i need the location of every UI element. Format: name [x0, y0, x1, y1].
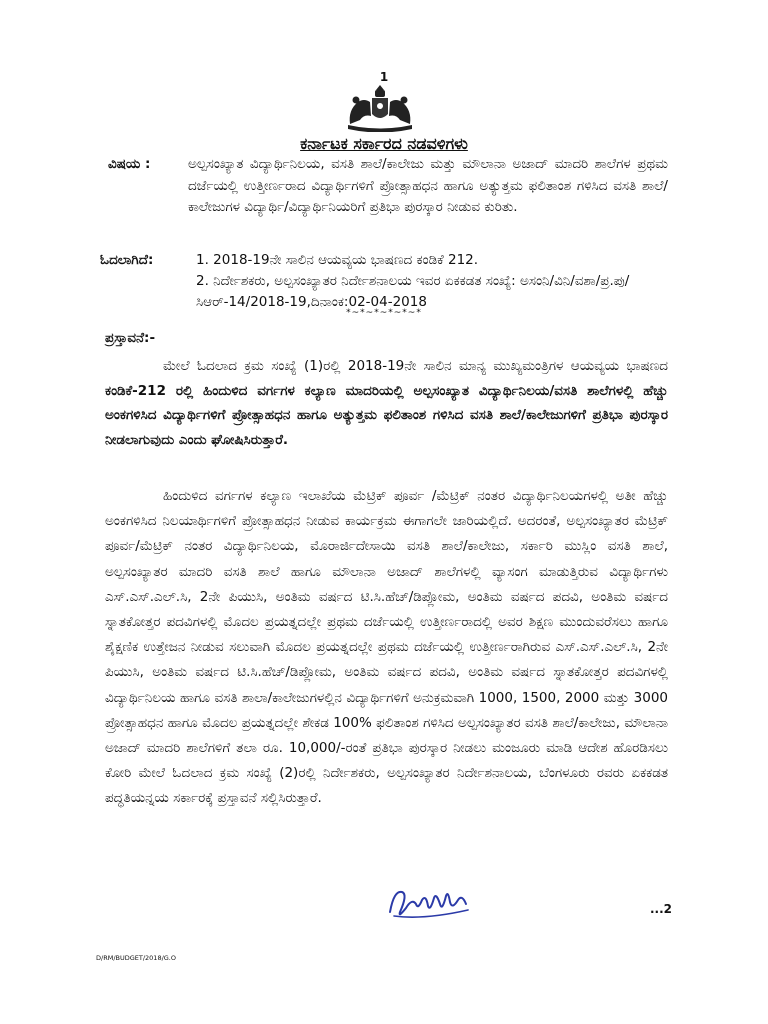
state-emblem-icon — [338, 84, 422, 132]
paragraph-text: ಮೇಲೆ ಓದಲಾದ ಕ್ರಮ ಸಂಖ್ಯೆ (1)ರಲ್ಲಿ 2018-19ನೇ ಸಾಲಿನ ಮಾನ್ಯ ಮುಖ್ಯಮಂತ್ರಿಗಳ ಆಯವ್ಯಯ ಭಾಷಣದ — [163, 358, 668, 374]
reference-item-1: 1. 2018-19ನೇ ಸಾಲಿನ ಆಯವ್ಯಯ ಭಾಷಣದ ಕಂಡಿಕೆ 212. — [196, 252, 479, 268]
signature-icon — [384, 882, 480, 922]
separator: *~*~*~*~*~* — [346, 308, 422, 318]
subject-block — [108, 154, 668, 219]
footer-file-code: D/RM/BUDGET/2018/G.O — [96, 954, 176, 962]
reference-item-2: 2. ನಿರ್ದೇಶಕರು, ಅಲ್ಪಸಂಖ್ಯಾತರ ನಿರ್ದೇಶನಾಲಯ ಇವರ ಏಕಕಡತ ಸಂಖ್ಯೆ: ಅಸಂನಿ/ವಿನಿ/ವಶಾ/ಪ್ರ.ಪು/ಸಿಆರ್-14/2018-19,ದಿನಾಂಕ:02-04-2018 — [196, 273, 630, 310]
paragraph-bold-text: ಕಂಡಿಕೆ-212 ರಲ್ಲಿ ಹಿಂದುಳಿದ ವರ್ಗಗಳ ಕಲ್ಯಾಣ ಮಾದರಿಯಲ್ಲಿ ಅಲ್ಪಸಂಖ್ಯಾತ ವಿದ್ಯಾರ್ಥಿನಿಲಯ/ವಸತಿ ಶಾಲೆಗಳಲ್ಲಿ ಹೆಚ್ಚು ಅಂಕಗಳಿಸಿದ ವಿದ್ಯಾರ್ಥಿಗಳಿಗೆ ಪ್ರೋತ್ಸಾಹಧನ ಹಾಗೂ ಅತ್ಯುತ್ತಮ ಫಲಿತಾಂಶ ಗಳಿಸಿದ ವಸತಿ ಶಾಲೆ/ಕಾಲೇಜುಗಳಿಗೆ ಪ್ರತಿಭಾ ಪುರಸ್ಕಾರ ನೀಡಲಾಗುವುದು ಎಂದು ಘೋಷಿಸಿರುತ್ತಾರೆ. — [105, 382, 668, 448]
page-number: 1 — [379, 70, 389, 84]
continuation-marker: ...2 — [650, 902, 673, 916]
preamble-paragraph-1 — [105, 354, 668, 452]
subject-label: ವಿಷಯ : — [108, 156, 151, 172]
subject-text: ಅಲ್ಪಸಂಖ್ಯಾತ ವಿದ್ಯಾರ್ಥಿನಿಲಯ, ವಸತಿ ಶಾಲೆ/ಕಾಲೇಜು ಮತ್ತು ಮೌಲಾನಾ ಅಜಾದ್ ಮಾದರಿ ಶಾಲೆಗಳ ಪ್ರಥಮ ದರ್ಜೆಯಲ್ಲಿ ಉತ್ತೀರ್ಣರಾದ ವಿದ್ಯಾರ್ಥಿಗಳಿಗೆ ಪ್ರೋತ್ಸಾಹಧನ ಹಾಗೂ ಅತ್ಯುತ್ತಮ ಫಲಿತಾಂಶ ಗಳಿಸಿದ ವಸತಿ ಶಾಲೆ/ಕಾಲೇಜುಗಳ ವಿದ್ಯಾರ್ಥಿ/ವಿದ್ಯಾರ್ಥಿನಿಯರಿಗೆ ಪ್ರತಿಭಾ ಪುರಸ್ಕಾರ ನೀಡುವ ಕುರಿತು. — [188, 156, 668, 215]
references-block — [100, 250, 660, 313]
preamble-paragraph-2: ಹಿಂದುಳಿದ ವರ್ಗಗಳ ಕಲ್ಯಾಣ ಇಲಾಖೆಯ ಮೆಟ್ರಿಕ್ ಪೂರ್ವ /ಮೆಟ್ರಿಕ್ ನಂತರ ವಿದ್ಯಾರ್ಥಿನಿಲಯಗಳಲ್ಲಿ ಅತೀ ಹೆಚ್ಚು ಅಂಕಗಳಿಸಿದ ನಿಲಯಾರ್ಥಿಗಳಿಗೆ ಪ್ರೋತ್ಸಾಹಧನ ನೀಡುವ ಕಾರ್ಯಕ್ರಮ ಈಗಾಗಲೇ ಜಾರಿಯಲ್ಲಿದೆ. ಅದರಂತೆ, ಅಲ್ಪಸಂಖ್ಯಾತರ ಮೆಟ್ರಿಕ್ ಪೂರ್ವ/ಮೆಟ್ರಿಕ್ ನಂತರ ವಿದ್ಯಾರ್ಥಿನಿಲಯ, ಮೊರಾರ್ಜಿದೇಸಾಯಿ ವಸತಿ ಶಾಲೆ/ಕಾಲೇಜು, ಸರ್ಕಾರಿ ಮುಸ್ಲಿಂ ವಸತಿ ಶಾಲೆ, ಅಲ್ಪಸಂಖ್ಯಾತರ ಮಾದರಿ ವಸತಿ ಶಾಲೆ ಹಾಗೂ ಮೌಲಾನಾ ಅಜಾದ್ ಶಾಲೆಗಳಲ್ಲಿ ವ್ಯಾಸಂಗ ಮಾಡುತ್ತಿರುವ ವಿದ್ಯಾರ್ಥಿಗಳು ಎಸ್.ಎಸ್.ಎಲ್.ಸಿ, 2ನೇ ಪಿಯುಸಿ, ಅಂತಿಮ ವರ್ಷದ ಟಿ.ಸಿ.ಹೆಚ್/ಡಿಪ್ಲೋಮ, ಅಂತಿಮ ವರ್ಷದ ಪದವಿ, ಅಂತಿಮ ವರ್ಷದ ಸ್ನಾತಕೋತ್ತರ ಪದವಿಗಳಲ್ಲಿ ಮೊದಲ ಪ್ರಯತ್ನದಲ್ಲೇ ಪ್ರಥಮ ದರ್ಜೆಯಲ್ಲಿ ಉತ್ತೀರ್ಣರಾದಲ್ಲಿ ಅವರ ಶಿಕ್ಷಣ ಮುಂದುವರೆಸಲು ಹಾಗೂ ಶೈಕ್ಷಣಿಕ ಉತ್ತೇಜನ ನೀಡುವ ಸಲುವಾಗಿ ಮೊದಲ ಪ್ರಯತ್ನದಲ್ಲೇ ಪ್ರಥಮ ದರ್ಜೆಯಲ್ಲಿ ಉತ್ತೀರ್ಣರಾಗಿರುವ ಎಸ್.ಎಸ್.ಎಲ್.ಸಿ, 2ನೇ ಪಿಯುಸಿ, ಅಂತಿಮ ವರ್ಷದ ಟಿ.ಸಿ.ಹೆಚ್/ಡಿಪ್ಲೋಮ, ಅಂತಿಮ ವರ್ಷದ ಪದವಿ, ಅಂತಿಮ ವರ್ಷದ ಸ್ನಾತಕೋತ್ತರ ಪದವಿಗಳಲ್ಲಿ ವಿದ್ಯಾರ್ಥಿನಿಲಯ ಹಾಗೂ ವಸತಿ ಶಾಲಾ/ಕಾಲೇಜುಗಳಲ್ಲಿನ ವಿದ್ಯಾರ್ಥಿಗಳಿಗೆ ಅನುಕ್ರಮವಾಗಿ 1000, 1500, 2000 ಮತ್ತು 3000 ಪ್ರೋತ್ಸಾಹಧನ ಹಾಗೂ ಮೊದಲ ಪ್ರಯತ್ನದಲ್ಲೇ ಶೇಕಡ 100% ಫಲಿತಾಂಶ ಗಳಿಸಿದ ಅಲ್ಪಸಂಖ್ಯಾತರ ವಸತಿ ಶಾಲೆ/ಕಾಲೇಜು, ಮೌಲಾನಾ ಅಜಾದ್ ಮಾದರಿ ಶಾಲೆಗಳಿಗೆ ತಲಾ ರೂ. 10,000/-ರಂತೆ ಪ್ರತಿಭಾ ಪುರಸ್ಕಾರ ನೀಡಲು ಮಂಜೂರು ಮಾಡಿ ಆದೇಶ ಹೊರಡಿಸಲು ಕೋರಿ ಮೇಲೆ ಓದಲಾದ ಕ್ರಮ ಸಂಖ್ಯೆ (2)ರಲ್ಲಿ ನಿರ್ದೇಶಕರು, ಅಲ್ಪಸಂಖ್ಯಾತರ ನಿರ್ದೇಶನಾಲಯ, ಬೆಂಗಳೂರು ರವರು ಏಕಕಡತ ಪದ್ಧತಿಯನ್ನಯ ಸರ್ಕಾರಕ್ಕೆ ಪ್ರಸ್ತಾವನೆ ಸಲ್ಲಿಸಿರುತ್ತಾರೆ. — [105, 488, 668, 807]
reference-item — [100, 250, 660, 271]
preamble-title: ಪ್ರಸ್ತಾವನೆ:- — [105, 330, 156, 346]
document-heading: ಕರ್ನಾಟಕ ಸರ್ಕಾರದ ನಡವಳಿಗಳು — [300, 134, 468, 153]
references-label: ಓದಲಾಗಿದೆ: — [100, 252, 154, 268]
